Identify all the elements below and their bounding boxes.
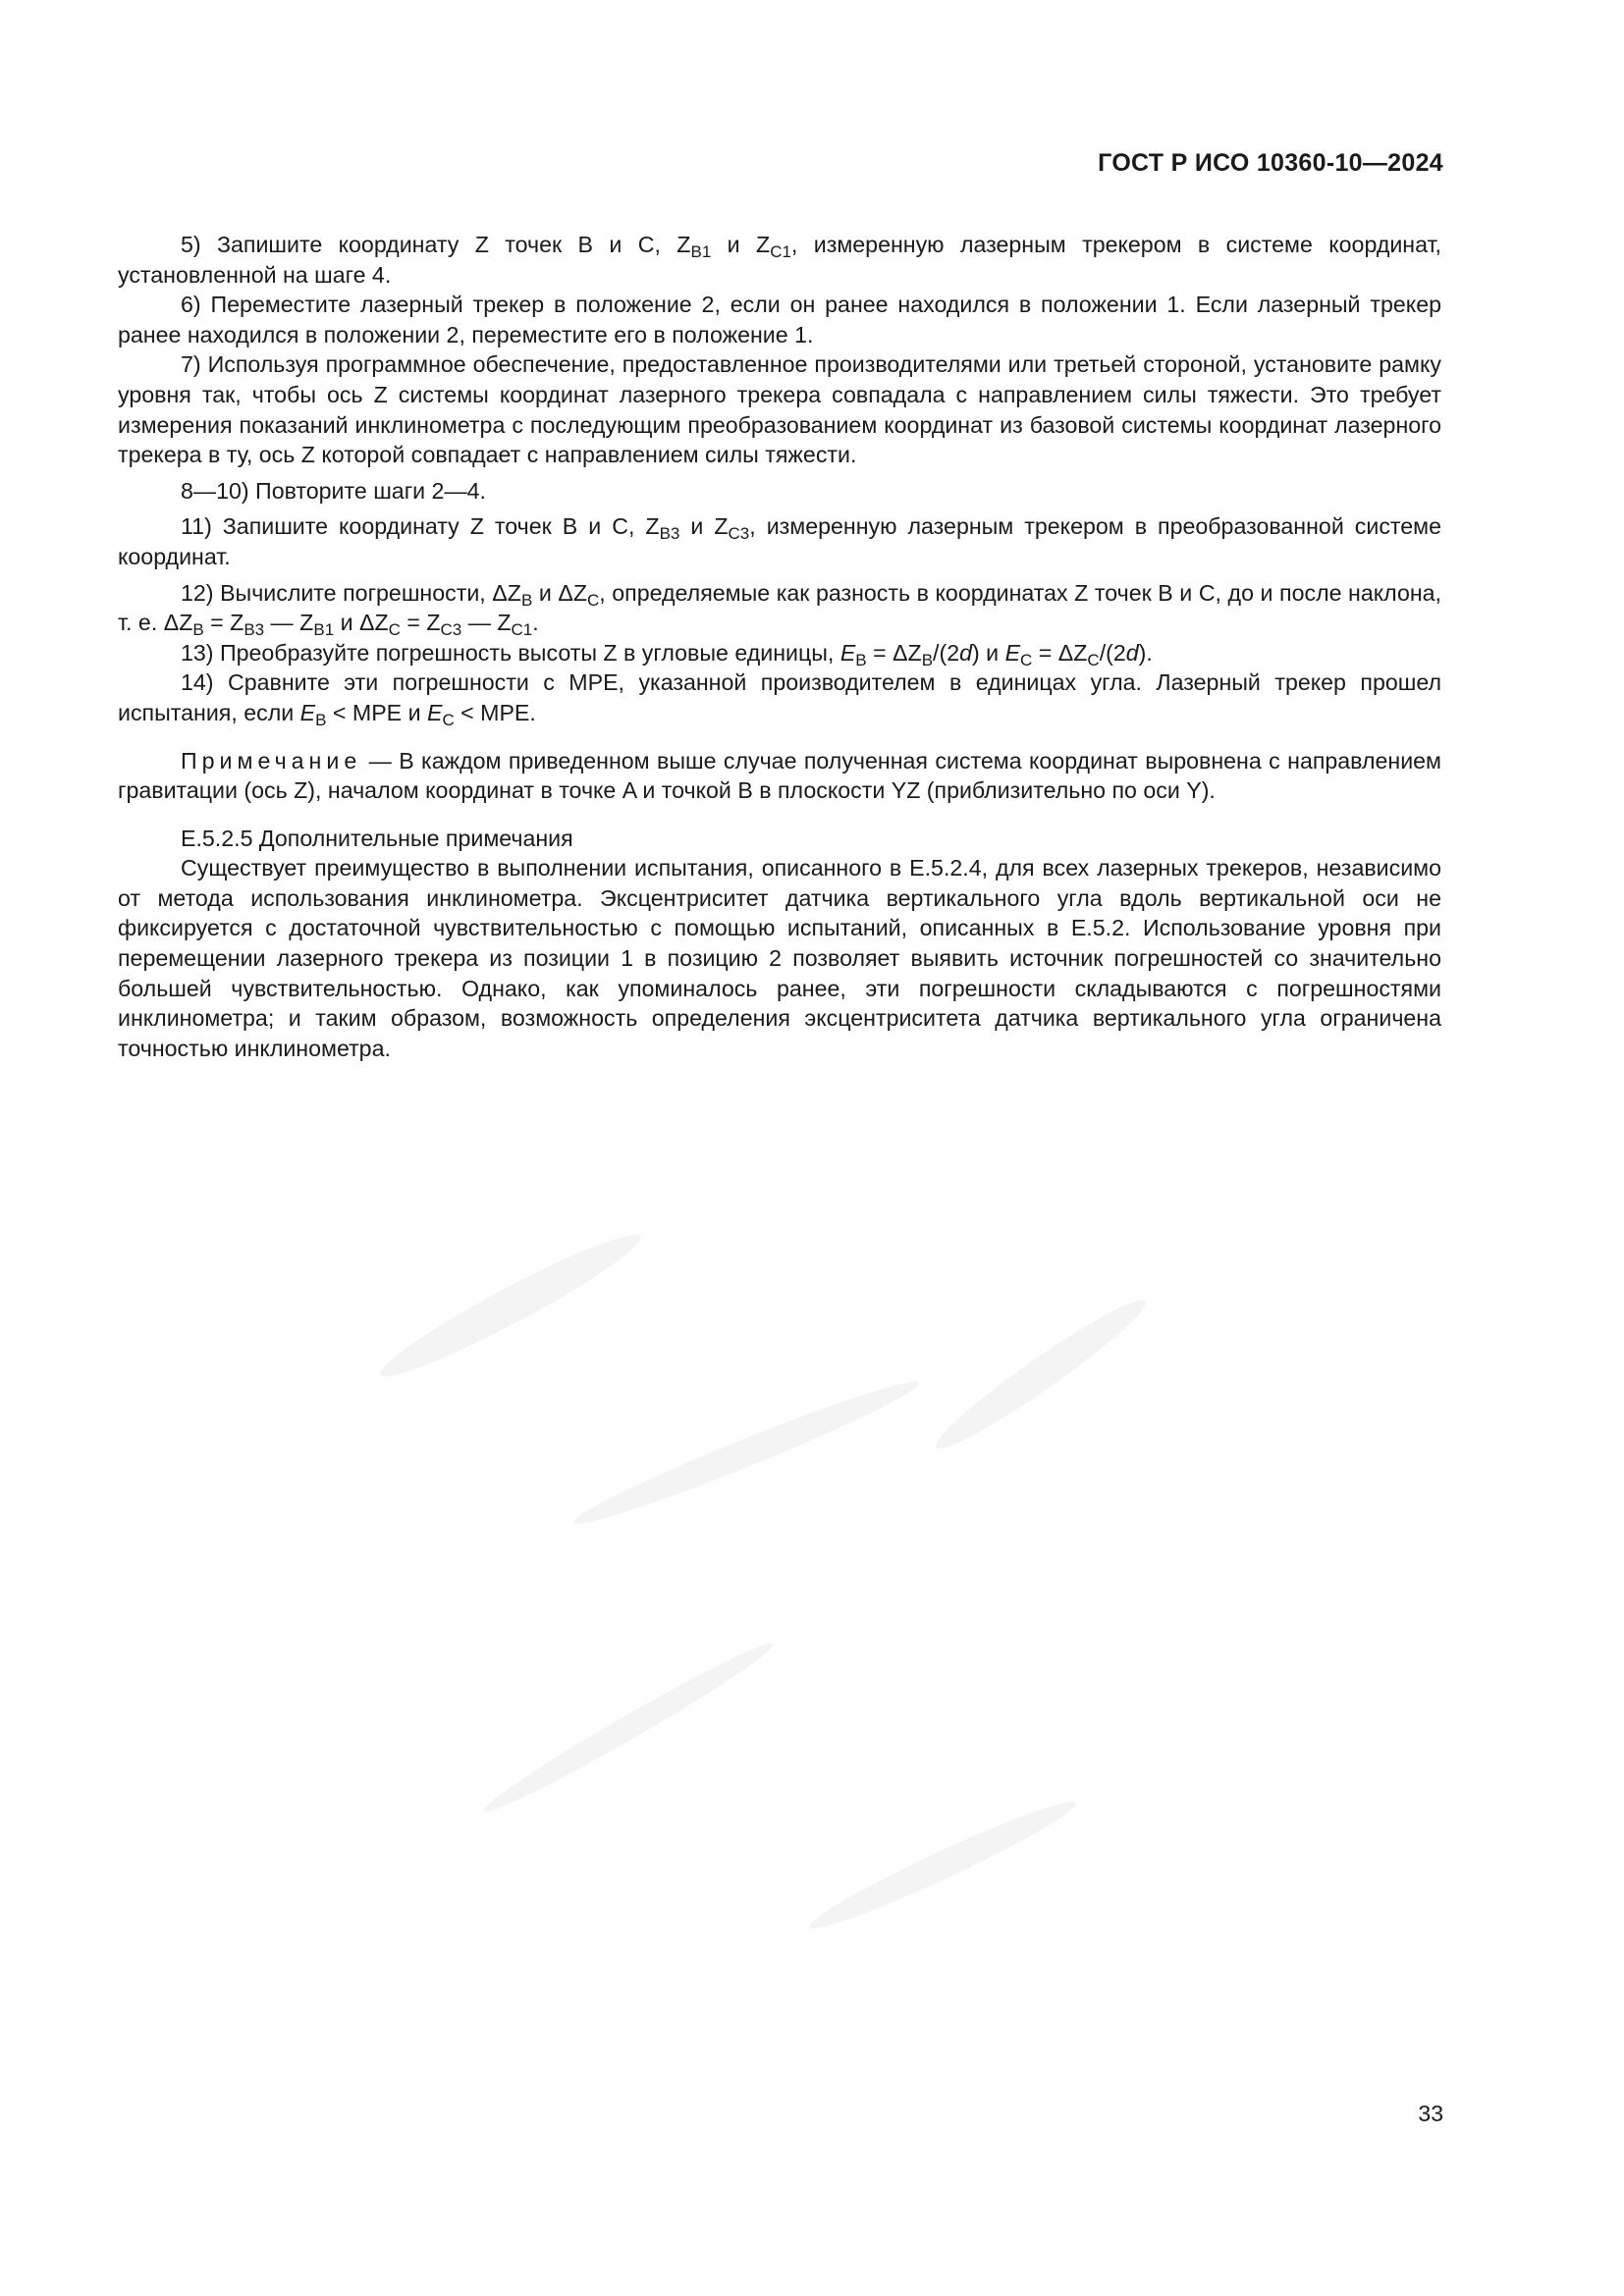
step-14: 14) Сравните эти погрешности с MPE, указанной производителем в единицах угла. Лазерный трекер прошел испытания, если $E_B$ < MPE и $E_C$ < MPE. [118, 669, 1441, 729]
section-title: E.5.2.5 Дополнительные примечания [181, 825, 573, 851]
note-label: Примечание [181, 747, 362, 774]
section-paragraph: Существует преимущество в выполнении испытания, описанного в E.5.2.4, для всех лазерных трекеров, независимо от метода использования инклинометра. Эксцентриситет датчика вертикального угла вдоль вертикальной оси не фиксируется с достаточной чувствительностью с помощью испытаний, описанных в E.5.2. Использование уровня при перемещении лазерного трекера из позиции 1 в позицию 2 позволяет выявить источник погрешностей со значительно большей чувствительностью. Однако, как упоминалось ранее, эти погрешности складываются с погрешностями инклинометра; и таким образом, возможность определения эксцентриситета датчика вертикального угла ограничена точностью инклинометра. [118, 855, 1441, 1061]
step-6: 6) Переместите лазерный трекер в положение 2, если он ранее находился в положении 1. Если лазерный трекер ранее находился в положении 2, переместите его в положение 1. [118, 292, 1441, 347]
step-7: 7) Используя программное обеспечение, предоставленное производителями или третьей стороной, установите рамку уровня так, чтобы ось Z системы координат лазерного трекера совпадала с направлением силы тяжести. Это требует измерения показаний инклинометра с последующим преобразованием координат из базовой системы координат лазерного трекера в ту, ось Z которой совпадает с направлением силы тяжести. [118, 351, 1441, 468]
document-header: ГОСТ Р ИСО 10360-10—2024 [1098, 149, 1443, 177]
step-8-10: 8—10) Повторите шаги 2—4. [181, 477, 486, 504]
step-11: 11) Запишите координату Z точек B и C, $Z_{B3}$ и $Z_{C3}$, измеренную лазерным трекером в преобразованной системе координат. [118, 513, 1442, 569]
document-body [118, 230, 1441, 1063]
page-number: 33 [1418, 2101, 1443, 2126]
note: Примечание — В каждом приведенном выше случае полученная система координат выровнена с направлением гравитации (ось Z), началом координат в точке A и точкой B в плоскости YZ (приблизительно по оси Y). [118, 747, 1441, 804]
step-13: 13) Преобразуйте погрешность высоты Z в угловые единицы, $E_B = \Delta Z_B/(2d)$ и $E_C = \Delta Z_C/(2d)$. [181, 639, 1153, 669]
step-5: 5) Запишите координату Z точек B и C, $Z_{B1}$ и $Z_{C1}$, измеренную лазерным трекером в системе координат, установленной на шаге 4. [118, 232, 1441, 288]
step-12: 12) Вычислите погрешности, $\Delta Z_B$ и $\Delta Z_C$, определяемые как разность в координатах Z точек B и C, до и после наклона, т. е. $\Delta Z_B = Z_{B3}$ — $Z_{B1}$ и $\Delta Z_C = Z_{C3}$ — $Z_{C1}$. [118, 579, 1441, 639]
